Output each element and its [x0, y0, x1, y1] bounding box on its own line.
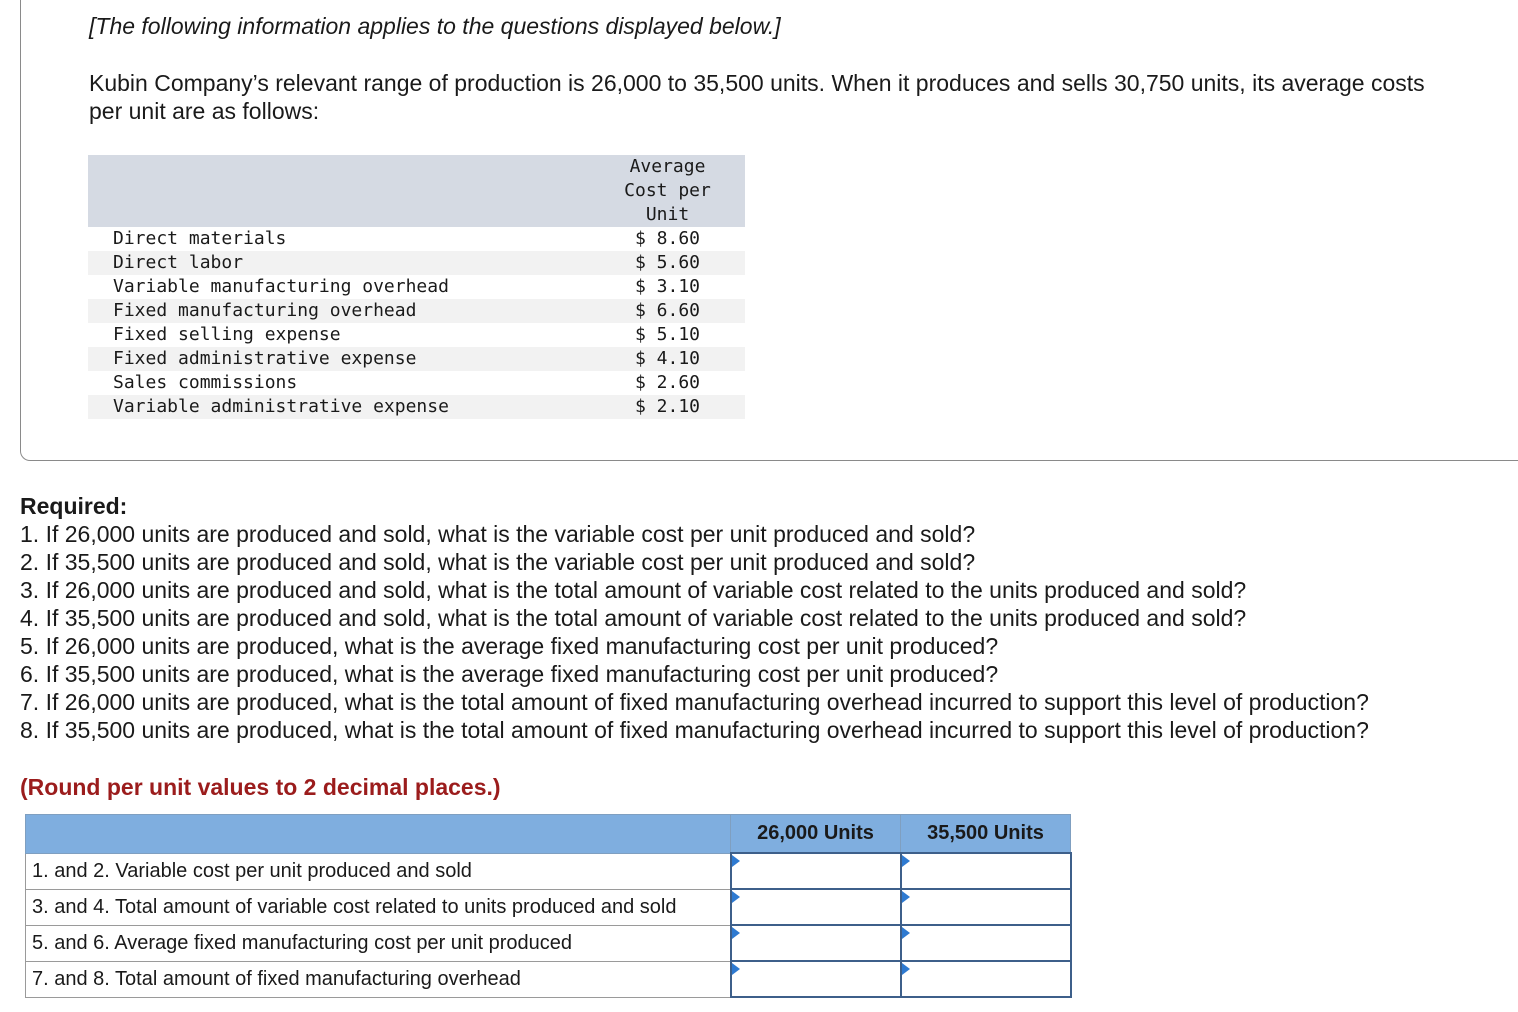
cost-value: $ 2.10 [590, 395, 745, 419]
header-line: Cost per [624, 180, 711, 201]
cost-table-header [590, 155, 745, 227]
answer-cell [901, 961, 1071, 997]
cost-value: $ 2.60 [634, 372, 701, 393]
cost-value: $ 8.60 [634, 228, 701, 249]
answer-input-35500-avg-fixed-cost[interactable] [902, 927, 1070, 959]
round-note: (Round per unit values to 2 decimal places.) [20, 774, 501, 800]
required-item: 1. If 26,000 units are produced and sold, what is the variable cost per unit produced and sold? [20, 521, 976, 547]
intro-text: Kubin Company’s relevant range of production is 26,000 to 35,500 units. When it produces and sells 30,750 units, its average costs per unit are as follows: [89, 70, 1425, 124]
answer-row [26, 961, 1071, 997]
answer-table [25, 814, 1072, 998]
input-marker-icon [902, 855, 910, 867]
cost-value: $ 5.60 [590, 251, 745, 275]
cost-table-blank-header [88, 155, 590, 227]
required-section [20, 492, 1369, 744]
required-item: 4. If 35,500 units are produced and sold, what is the total amount of variable cost related to the units produced and sold? [20, 605, 1247, 631]
answer-cell [731, 925, 901, 961]
cost-label: Fixed selling expense [113, 324, 341, 345]
answer-header-row [26, 815, 1071, 854]
required-item: 2. If 35,500 units are produced and sold, what is the variable cost per unit produced and sold? [20, 549, 976, 575]
input-marker-icon [732, 927, 740, 939]
answer-row-label: 7. and 8. Total amount of fixed manufacturing overhead [26, 961, 731, 997]
cost-label: Fixed administrative expense [88, 347, 590, 371]
answer-input-35500-total-fixed-overhead[interactable] [902, 963, 1070, 995]
cost-table-header-row [88, 155, 745, 227]
cost-value: $ 3.10 [634, 276, 701, 297]
answer-input-26000-variable-cost-per-unit[interactable] [732, 855, 900, 887]
answer-cell [731, 853, 901, 889]
answer-row-label: 3. and 4. Total amount of variable cost related to units produced and sold [26, 889, 731, 925]
input-marker-icon [732, 855, 740, 867]
required-item: 6. If 35,500 units are produced, what is the average fixed manufacturing cost per unit produced? [20, 661, 999, 687]
cost-label: Variable manufacturing overhead [113, 276, 449, 297]
answer-input-26000-total-fixed-overhead[interactable] [732, 963, 900, 995]
answer-cell [901, 889, 1071, 925]
cost-row [88, 227, 745, 251]
answer-row [26, 925, 1071, 961]
answer-row-label: 5. and 6. Average fixed manufacturing cost per unit produced [26, 925, 731, 961]
cost-row [88, 323, 745, 347]
cost-table [88, 155, 745, 419]
input-marker-icon [732, 963, 740, 975]
column-header-35500: 35,500 Units [901, 815, 1071, 854]
input-marker-icon [732, 891, 740, 903]
cost-row [88, 347, 745, 371]
answer-input-35500-variable-cost-per-unit[interactable] [902, 855, 1070, 887]
answer-cell [731, 961, 901, 997]
answer-row-label: 1. and 2. Variable cost per unit produced and sold [26, 853, 731, 889]
input-marker-icon [902, 963, 910, 975]
cost-row [88, 275, 745, 299]
answer-cell [901, 853, 1071, 889]
cost-row [88, 371, 745, 395]
answer-input-26000-total-variable-cost[interactable] [732, 891, 900, 923]
answer-cell [901, 925, 1071, 961]
required-item: 7. If 26,000 units are produced, what is the total amount of fixed manufacturing overhead incurred to support this level of production? [20, 689, 1369, 715]
answer-blank-header [26, 815, 731, 854]
answer-cell [731, 889, 901, 925]
required-item: 5. If 26,000 units are produced, what is the average fixed manufacturing cost per unit produced? [20, 633, 999, 659]
required-item: 3. If 26,000 units are produced and sold, what is the total amount of variable cost related to the units produced and sold? [20, 577, 1247, 603]
input-marker-icon [902, 927, 910, 939]
required-item: 8. If 35,500 units are produced, what is the total amount of fixed manufacturing overhead incurred to support this level of production? [20, 717, 1369, 743]
cost-label: Direct labor [88, 251, 590, 275]
answer-row [26, 853, 1071, 889]
cost-label: Fixed manufacturing overhead [88, 299, 590, 323]
cost-value: $ 6.60 [590, 299, 745, 323]
answer-input-26000-avg-fixed-cost[interactable] [732, 927, 900, 959]
header-line: Unit [645, 204, 690, 225]
answer-row [26, 889, 1071, 925]
cost-label: Variable administrative expense [88, 395, 590, 419]
input-marker-icon [902, 891, 910, 903]
cost-row [88, 251, 745, 275]
required-heading: Required: [20, 493, 128, 519]
intro-note: [The following information applies to the questions displayed below.] [89, 13, 781, 39]
cost-label: Sales commissions [113, 372, 298, 393]
cost-label: Direct materials [113, 228, 287, 249]
cost-value: $ 5.10 [634, 324, 701, 345]
cost-value: $ 4.10 [590, 347, 745, 371]
answer-input-35500-total-variable-cost[interactable] [902, 891, 1070, 923]
cost-row [88, 395, 745, 419]
cost-row [88, 299, 745, 323]
header-line: Average [629, 156, 706, 177]
column-header-26000: 26,000 Units [731, 815, 901, 854]
